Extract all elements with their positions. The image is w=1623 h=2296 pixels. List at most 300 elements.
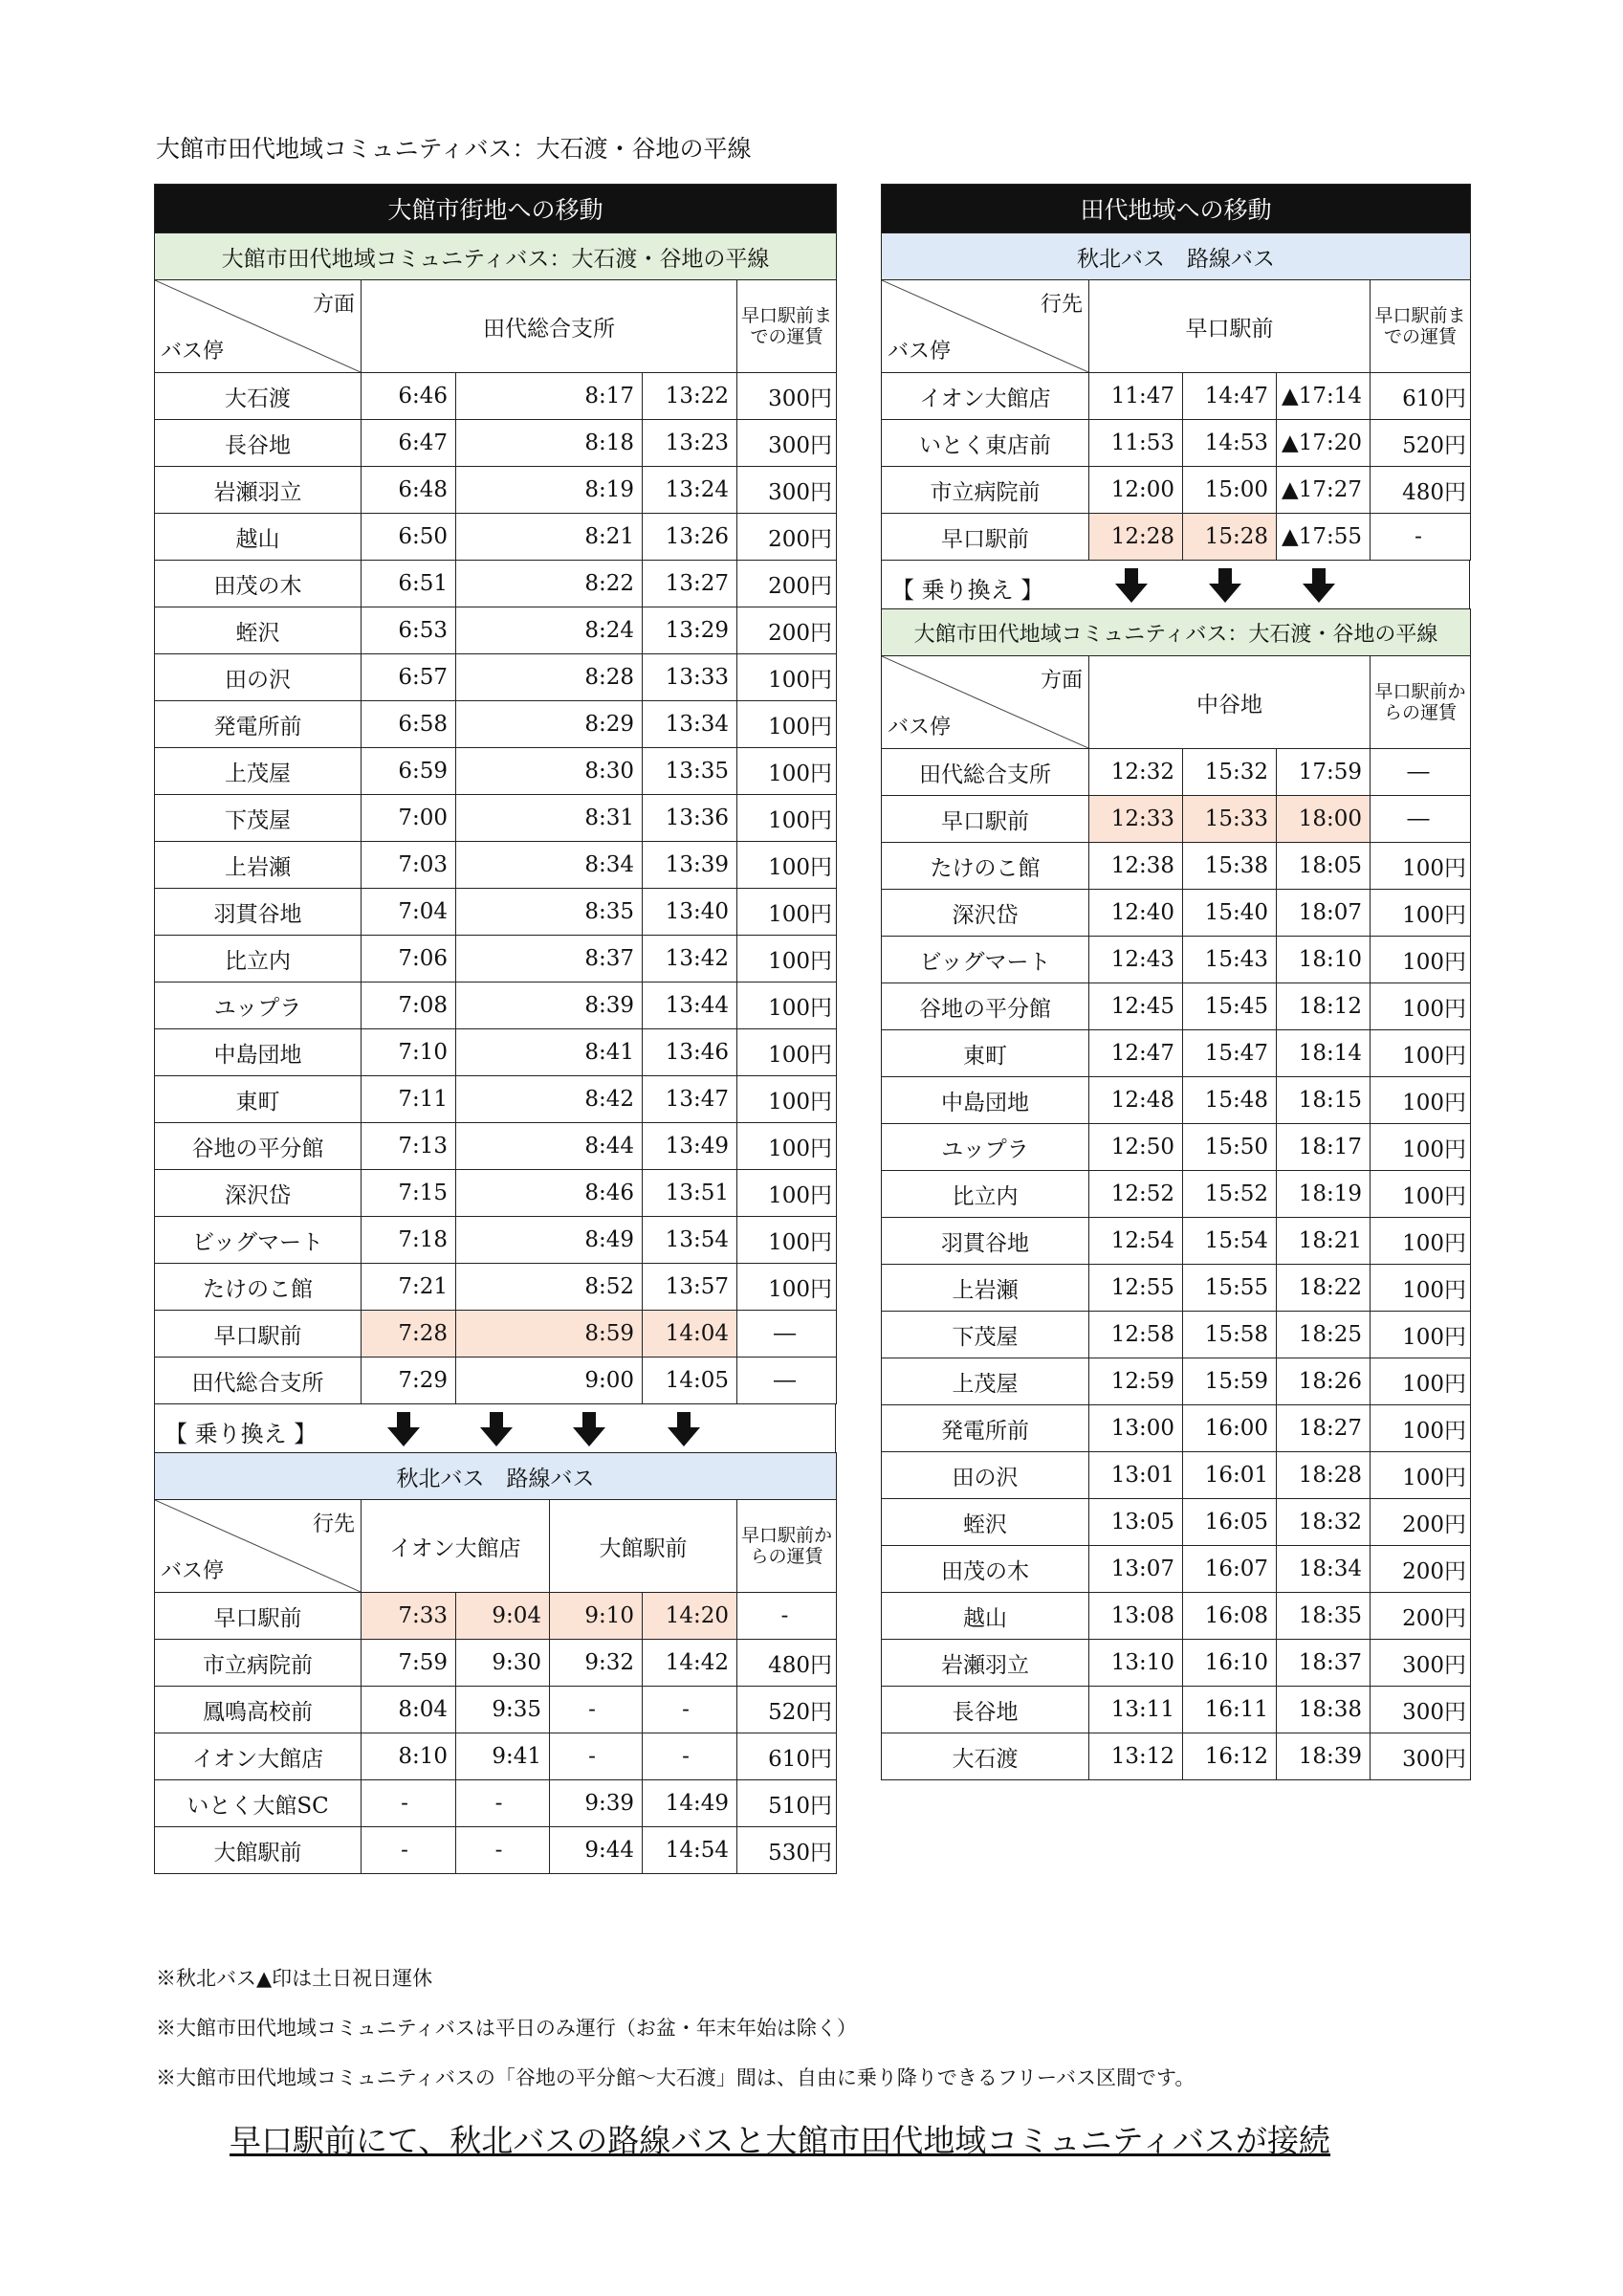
table-row	[155, 1640, 837, 1687]
stop-name: イオン大館店	[155, 1733, 362, 1780]
time-cell: ▲17:20	[1277, 420, 1371, 467]
time-cell: 7:28	[362, 1311, 456, 1358]
time-cell: 15:38	[1183, 843, 1277, 890]
time-cell: 13:12	[1089, 1733, 1183, 1780]
time-cell: 7:15	[362, 1170, 456, 1217]
fare-cell: 100円	[1371, 1171, 1471, 1218]
time-cell: 8:49	[456, 1217, 643, 1264]
destination-header: 中谷地	[1089, 656, 1371, 749]
fare-cell: 200円	[737, 607, 837, 654]
down-arrow-icon	[1115, 568, 1148, 603]
table-row	[155, 1780, 837, 1827]
fare-cell: 610円	[1371, 373, 1471, 420]
stop-name: 下茂屋	[882, 1312, 1089, 1358]
time-cell: 8:18	[456, 420, 643, 467]
time-cell: -	[456, 1827, 550, 1874]
fare-cell: -	[737, 1593, 837, 1640]
table-row	[882, 1499, 1471, 1546]
time-cell: 9:04	[456, 1593, 550, 1640]
stop-name: ビッグマート	[882, 937, 1089, 983]
header-diagonal-cell: 行先 バス停	[155, 1500, 362, 1593]
time-cell: 18:00	[1277, 796, 1371, 843]
time-cell: 18:15	[1277, 1077, 1371, 1124]
left-panel	[154, 184, 836, 1874]
table-row	[882, 1171, 1471, 1218]
table-row	[155, 936, 837, 982]
time-cell: ▲17:14	[1277, 373, 1371, 420]
time-cell: 15:32	[1183, 749, 1277, 796]
note-weekend: ※秋北バス▲印は土日祝日運休	[156, 1967, 433, 1990]
stop-name: 岩瀬羽立	[155, 467, 362, 514]
fare-header: 早口駅前までの運賃	[737, 280, 837, 373]
time-cell: 9:10	[550, 1593, 643, 1640]
fare-cell: 100円	[1371, 1030, 1471, 1077]
time-cell: 18:35	[1277, 1593, 1371, 1640]
right-community-table	[881, 608, 1471, 1780]
table-row	[882, 514, 1471, 561]
time-cell: 18:14	[1277, 1030, 1371, 1077]
stop-name: 比立内	[882, 1171, 1089, 1218]
stop-name: 越山	[882, 1593, 1089, 1640]
time-cell: 6:50	[362, 514, 456, 561]
time-cell: 8:59	[456, 1311, 643, 1358]
time-cell: 6:47	[362, 420, 456, 467]
time-cell: 14:47	[1183, 373, 1277, 420]
fare-cell: 100円	[737, 1123, 837, 1170]
table-row	[882, 1733, 1471, 1780]
stop-name: 東町	[155, 1076, 362, 1123]
table-row	[882, 1687, 1471, 1733]
table-row	[882, 1593, 1471, 1640]
stop-name: 長谷地	[882, 1687, 1089, 1733]
time-cell: 13:07	[1089, 1546, 1183, 1593]
time-cell: 8:22	[456, 561, 643, 607]
time-cell: 13:05	[1089, 1499, 1183, 1546]
time-cell: 15:59	[1183, 1358, 1277, 1405]
time-cell: 14:53	[1183, 420, 1277, 467]
stop-name: いとく大館SC	[155, 1780, 362, 1827]
time-cell: 18:37	[1277, 1640, 1371, 1687]
stop-name: 東町	[882, 1030, 1089, 1077]
destination-header-odate-station: 大館駅前	[550, 1500, 737, 1593]
fare-cell: 100円	[1371, 1405, 1471, 1452]
fare-cell: 100円	[737, 795, 837, 842]
time-cell: 15:48	[1183, 1077, 1277, 1124]
time-cell: 18:21	[1277, 1218, 1371, 1265]
time-cell: 13:11	[1089, 1687, 1183, 1733]
fare-header: 早口駅前までの運賃	[1371, 280, 1471, 373]
stop-name: 大石渡	[882, 1733, 1089, 1780]
table-row	[155, 889, 837, 936]
time-cell: 18:34	[1277, 1546, 1371, 1593]
time-cell: 12:52	[1089, 1171, 1183, 1218]
time-cell: 12:38	[1089, 843, 1183, 890]
time-cell: 9:41	[456, 1733, 550, 1780]
time-cell: 16:07	[1183, 1546, 1277, 1593]
time-cell: 8:46	[456, 1170, 643, 1217]
time-cell: 8:17	[456, 373, 643, 420]
fare-cell: 300円	[737, 420, 837, 467]
fare-cell: 100円	[737, 842, 837, 889]
time-cell: 8:52	[456, 1264, 643, 1311]
stop-name: 深沢岱	[155, 1170, 362, 1217]
time-cell: 9:32	[550, 1640, 643, 1687]
table-row	[155, 1358, 837, 1404]
fare-cell: 100円	[737, 1217, 837, 1264]
time-cell: 12:33	[1089, 796, 1183, 843]
table-row	[155, 1029, 837, 1076]
time-cell: 13:08	[1089, 1593, 1183, 1640]
time-cell: 7:11	[362, 1076, 456, 1123]
fare-cell: 300円	[737, 467, 837, 514]
right-community-title: 大館市田代地域コミュニティバス：大石渡・谷地の平線	[882, 609, 1471, 656]
fare-cell: ―	[1371, 796, 1471, 843]
stop-name: 大館駅前	[155, 1827, 362, 1874]
stop-name: 市立病院前	[882, 467, 1089, 514]
stop-name: 早口駅前	[155, 1311, 362, 1358]
time-cell: 15:45	[1183, 983, 1277, 1030]
note-weekdays: ※大館市田代地域コミュニティバスは平日のみ運行（お盆・年末年始は除く）	[156, 2017, 857, 2040]
time-cell: 18:26	[1277, 1358, 1371, 1405]
table-row	[155, 1687, 837, 1733]
time-cell: 8:35	[456, 889, 643, 936]
stop-name: 長谷地	[155, 420, 362, 467]
time-cell: 7:06	[362, 936, 456, 982]
stop-name: 田代総合支所	[882, 749, 1089, 796]
time-cell: 14:04	[643, 1311, 737, 1358]
fare-cell: 480円	[1371, 467, 1471, 514]
table-row	[155, 701, 837, 748]
time-cell: 6:57	[362, 654, 456, 701]
table-row	[882, 1265, 1471, 1312]
table-row	[155, 1733, 837, 1780]
time-cell: -	[550, 1687, 643, 1733]
table-row	[155, 1170, 837, 1217]
table-row	[882, 420, 1471, 467]
table-row	[882, 373, 1471, 420]
time-cell: 7:59	[362, 1640, 456, 1687]
time-cell: 12:43	[1089, 937, 1183, 983]
time-cell: 18:39	[1277, 1733, 1371, 1780]
table-row	[882, 1405, 1471, 1452]
fare-cell: ―	[737, 1358, 837, 1404]
stop-name: 早口駅前	[882, 796, 1089, 843]
time-cell: 18:12	[1277, 983, 1371, 1030]
time-cell: 8:24	[456, 607, 643, 654]
stop-name: 谷地の平分館	[155, 1123, 362, 1170]
time-cell: -	[643, 1687, 737, 1733]
table-row	[882, 843, 1471, 890]
time-cell: 15:33	[1183, 796, 1277, 843]
table-row	[155, 467, 837, 514]
table-row	[155, 795, 837, 842]
time-cell: 14:05	[643, 1358, 737, 1404]
table-row	[155, 1264, 837, 1311]
fare-cell: 100円	[737, 1076, 837, 1123]
stop-name: 鳳鳴高校前	[155, 1687, 362, 1733]
time-cell: 12:00	[1089, 467, 1183, 514]
fare-cell: 300円	[1371, 1687, 1471, 1733]
table-row	[155, 982, 837, 1029]
table-row	[155, 1123, 837, 1170]
fare-cell: 100円	[737, 1029, 837, 1076]
time-cell: 7:08	[362, 982, 456, 1029]
time-cell: 13:42	[643, 936, 737, 982]
right-akita-title: 秋北バス 路線バス	[882, 233, 1471, 280]
table-row	[155, 373, 837, 420]
time-cell: ▲17:27	[1277, 467, 1371, 514]
time-cell: 13:44	[643, 982, 737, 1029]
time-cell: 9:00	[456, 1358, 643, 1404]
time-cell: 9:35	[456, 1687, 550, 1733]
left-section-title: 大館市街地への移動	[155, 185, 837, 233]
down-arrow-icon	[1209, 568, 1241, 603]
table-row	[155, 1593, 837, 1640]
fare-cell: 100円	[737, 1264, 837, 1311]
time-cell: 15:52	[1183, 1171, 1277, 1218]
time-cell: 13:49	[643, 1123, 737, 1170]
time-cell: 15:54	[1183, 1218, 1277, 1265]
time-cell: 13:33	[643, 654, 737, 701]
time-cell: 12:48	[1089, 1077, 1183, 1124]
time-cell: -	[362, 1827, 456, 1874]
stop-name: 中島団地	[882, 1077, 1089, 1124]
time-cell: 7:18	[362, 1217, 456, 1264]
table-row	[882, 749, 1471, 796]
fare-cell: 100円	[1371, 1312, 1471, 1358]
fare-cell: 520円	[1371, 420, 1471, 467]
stop-name: 谷地の平分館	[882, 983, 1089, 1030]
stop-name: 越山	[155, 514, 362, 561]
fare-cell: 200円	[737, 561, 837, 607]
down-arrow-icon	[387, 1412, 420, 1446]
time-cell: 15:28	[1183, 514, 1277, 561]
fare-cell: 100円	[1371, 1452, 1471, 1499]
time-cell: 12:28	[1089, 514, 1183, 561]
time-cell: 8:28	[456, 654, 643, 701]
time-cell: 16:00	[1183, 1405, 1277, 1452]
stop-name: 蛭沢	[882, 1499, 1089, 1546]
fare-cell: 100円	[1371, 937, 1471, 983]
time-cell: 12:32	[1089, 749, 1183, 796]
time-cell: 12:50	[1089, 1124, 1183, 1171]
table-row	[882, 467, 1471, 514]
time-cell: 7:21	[362, 1264, 456, 1311]
time-cell: 18:05	[1277, 843, 1371, 890]
time-cell: 8:19	[456, 467, 643, 514]
time-cell: 16:11	[1183, 1687, 1277, 1733]
down-arrow-icon	[480, 1412, 513, 1446]
fare-cell: ―	[737, 1311, 837, 1358]
time-cell: 11:47	[1089, 373, 1183, 420]
right-panel	[881, 184, 1470, 1780]
time-cell: 6:53	[362, 607, 456, 654]
fare-cell: 510円	[737, 1780, 837, 1827]
time-cell: 16:10	[1183, 1640, 1277, 1687]
time-cell: -	[456, 1780, 550, 1827]
fare-cell: 100円	[1371, 983, 1471, 1030]
time-cell: 13:34	[643, 701, 737, 748]
left-community-title: 大館市田代地域コミュニティバス：大石渡・谷地の平線	[155, 233, 837, 280]
right-akita-table	[881, 184, 1471, 561]
stop-name: 中島団地	[155, 1029, 362, 1076]
fare-cell: 200円	[1371, 1546, 1471, 1593]
time-cell: 18:27	[1277, 1405, 1371, 1452]
time-cell: 6:59	[362, 748, 456, 795]
stop-name: 上岩瀬	[882, 1265, 1089, 1312]
time-cell: 18:25	[1277, 1312, 1371, 1358]
destination-header-aeon: イオン大館店	[362, 1500, 550, 1593]
table-row	[882, 937, 1471, 983]
time-cell: 14:20	[643, 1593, 737, 1640]
time-cell: 9:30	[456, 1640, 550, 1687]
stop-name: 田代総合支所	[155, 1358, 362, 1404]
stop-name: 比立内	[155, 936, 362, 982]
time-cell: 7:00	[362, 795, 456, 842]
table-row	[882, 1546, 1471, 1593]
time-cell: 8:21	[456, 514, 643, 561]
time-cell: 15:40	[1183, 890, 1277, 937]
time-cell: 8:39	[456, 982, 643, 1029]
stop-name: たけのこ館	[882, 843, 1089, 890]
stop-name: 田の沢	[882, 1452, 1089, 1499]
left-transfer-row	[154, 1404, 836, 1452]
time-cell: 18:10	[1277, 937, 1371, 983]
stop-name: 羽貫谷地	[155, 889, 362, 936]
left-akita-title: 秋北バス 路線バス	[155, 1453, 837, 1500]
time-cell: 16:01	[1183, 1452, 1277, 1499]
time-cell: 15:00	[1183, 467, 1277, 514]
time-cell: 8:37	[456, 936, 643, 982]
table-row	[882, 1124, 1471, 1171]
destination-header: 田代総合支所	[362, 280, 737, 373]
table-row	[155, 561, 837, 607]
time-cell: 6:51	[362, 561, 456, 607]
stop-name: 蛭沢	[155, 607, 362, 654]
table-row	[882, 1358, 1471, 1405]
stop-name: 田茂の木	[882, 1546, 1089, 1593]
fare-cell: 100円	[1371, 1358, 1471, 1405]
down-arrow-icon	[668, 1412, 700, 1446]
time-cell: 13:23	[643, 420, 737, 467]
fare-cell: -	[1371, 514, 1471, 561]
time-cell: 8:30	[456, 748, 643, 795]
stop-name: 田の沢	[155, 654, 362, 701]
table-row	[155, 607, 837, 654]
fare-cell: 100円	[737, 1170, 837, 1217]
fare-cell: 200円	[737, 514, 837, 561]
table-row	[882, 796, 1471, 843]
time-cell: 8:44	[456, 1123, 643, 1170]
table-row	[155, 1217, 837, 1264]
time-cell: 7:33	[362, 1593, 456, 1640]
stop-name: 岩瀬羽立	[882, 1640, 1089, 1687]
time-cell: 13:57	[643, 1264, 737, 1311]
time-cell: 12:47	[1089, 1030, 1183, 1077]
stop-name: 田茂の木	[155, 561, 362, 607]
stop-name: ユップラ	[155, 982, 362, 1029]
stop-name: 早口駅前	[155, 1593, 362, 1640]
down-arrow-icon	[1303, 568, 1335, 603]
fare-cell: 100円	[1371, 1218, 1471, 1265]
stop-name: 発電所前	[155, 701, 362, 748]
table-row	[155, 1076, 837, 1123]
time-cell: 7:13	[362, 1123, 456, 1170]
time-cell: 18:32	[1277, 1499, 1371, 1546]
time-cell: 15:43	[1183, 937, 1277, 983]
fare-cell: 300円	[737, 373, 837, 420]
time-cell: 13:51	[643, 1170, 737, 1217]
fare-header: 早口駅前からの運賃	[1371, 656, 1471, 749]
note-free-section: ※大館市田代地域コミュニティバスの「谷地の平分館～大石渡」間は、自由に乗り降りできるフリーバス区間です。	[156, 2066, 1195, 2089]
right-transfer-row	[881, 561, 1470, 608]
time-cell: 14:54	[643, 1827, 737, 1874]
time-cell: 15:55	[1183, 1265, 1277, 1312]
time-cell: 13:10	[1089, 1640, 1183, 1687]
time-cell: 12:58	[1089, 1312, 1183, 1358]
time-cell: 18:17	[1277, 1124, 1371, 1171]
time-cell: 8:41	[456, 1029, 643, 1076]
fare-cell: 100円	[1371, 1077, 1471, 1124]
fare-cell: 530円	[737, 1827, 837, 1874]
table-row	[882, 1030, 1471, 1077]
fare-cell: 100円	[737, 654, 837, 701]
table-row	[882, 1077, 1471, 1124]
time-cell: 7:29	[362, 1358, 456, 1404]
time-cell: 14:42	[643, 1640, 737, 1687]
time-cell: 6:46	[362, 373, 456, 420]
time-cell: 15:50	[1183, 1124, 1277, 1171]
table-row	[155, 654, 837, 701]
fare-cell: 100円	[1371, 1124, 1471, 1171]
fare-cell: 100円	[737, 936, 837, 982]
fare-cell: 300円	[1371, 1640, 1471, 1687]
time-cell: 18:22	[1277, 1265, 1371, 1312]
fare-cell: 100円	[1371, 843, 1471, 890]
time-cell: 8:31	[456, 795, 643, 842]
header-diagonal-cell: 行先 バス停	[882, 280, 1089, 373]
fare-cell: 520円	[737, 1687, 837, 1733]
time-cell: 13:00	[1089, 1405, 1183, 1452]
stop-name: 下茂屋	[155, 795, 362, 842]
stop-name: 発電所前	[882, 1405, 1089, 1452]
time-cell: 13:35	[643, 748, 737, 795]
time-cell: 12:59	[1089, 1358, 1183, 1405]
fare-cell: 100円	[737, 889, 837, 936]
fare-cell: 100円	[1371, 1265, 1471, 1312]
time-cell: 13:46	[643, 1029, 737, 1076]
fare-header: 早口駅前からの運賃	[737, 1500, 837, 1593]
time-cell: 12:40	[1089, 890, 1183, 937]
stop-name: 大石渡	[155, 373, 362, 420]
time-cell: 7:04	[362, 889, 456, 936]
time-cell: 18:07	[1277, 890, 1371, 937]
time-cell: -	[643, 1733, 737, 1780]
time-cell: 12:45	[1089, 983, 1183, 1030]
footer-connection-note: 早口駅前にて、秋北バスの路線バスと大館市田代地域コミュニティバスが接続	[230, 2122, 1331, 2159]
fare-cell: 300円	[1371, 1733, 1471, 1780]
table-row	[882, 1218, 1471, 1265]
stop-name: ビッグマート	[155, 1217, 362, 1264]
stop-name: ユップラ	[882, 1124, 1089, 1171]
stop-name: イオン大館店	[882, 373, 1089, 420]
time-cell: 13:54	[643, 1217, 737, 1264]
time-cell: 13:40	[643, 889, 737, 936]
fare-cell: 100円	[737, 701, 837, 748]
page-title: 大館市田代地域コミュニティバス：大石渡・谷地の平線	[156, 135, 752, 163]
stop-name: いとく東店前	[882, 420, 1089, 467]
time-cell: 6:48	[362, 467, 456, 514]
